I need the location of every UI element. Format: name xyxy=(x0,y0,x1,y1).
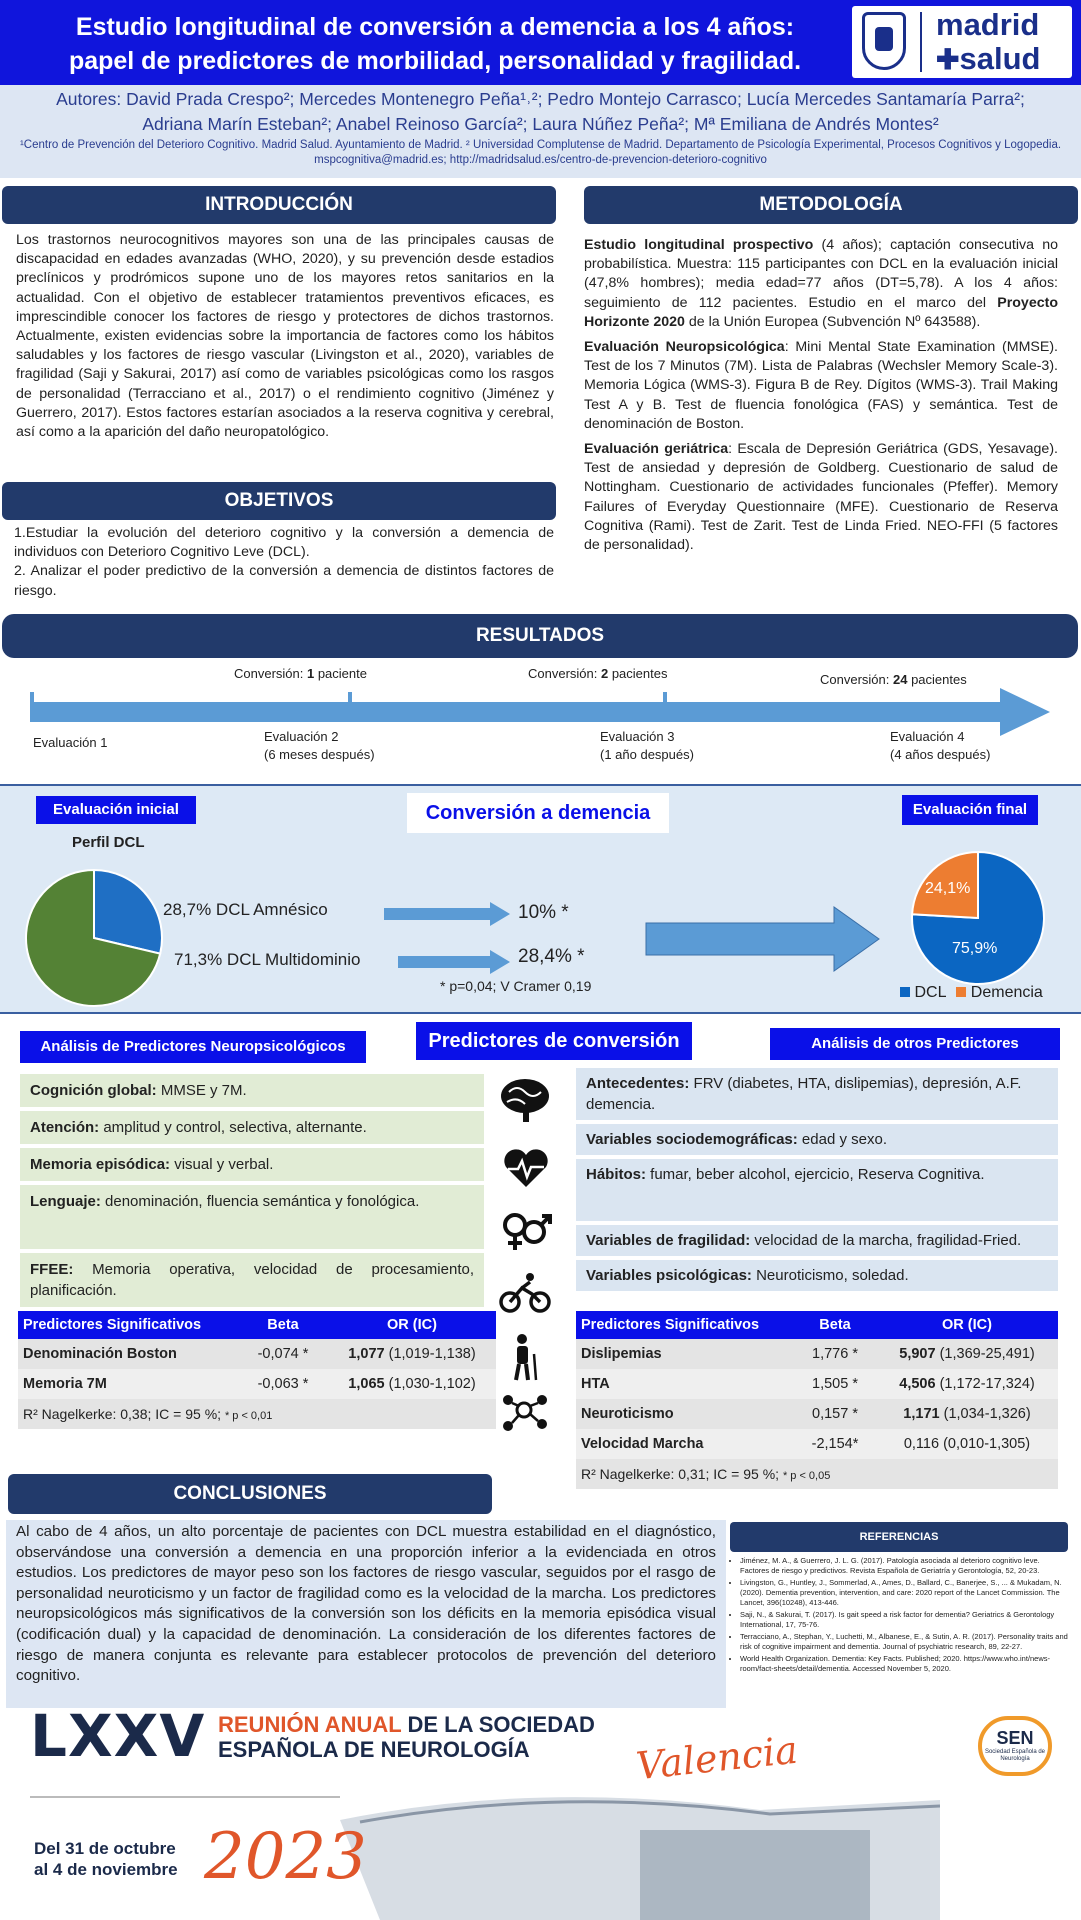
ev2-a: Evaluación 2 xyxy=(264,729,339,744)
ev4-a: Evaluación 4 xyxy=(890,729,965,744)
other-row-2-t: fumar, beber alcohol, ejercicio, Reserva Cognitiva. xyxy=(646,1166,985,1183)
pie-final-evaluation xyxy=(910,850,1046,986)
reference-item: • World Health Organization. Dementia: Key Facts. Published; 2020. https://www.who.int/news-room/fact-sheets/detail/dementia. Accessed November 5, 2020. xyxy=(740,1654,1068,1674)
table-cell: HTA xyxy=(576,1369,794,1399)
footer-b: * p < 0,05 xyxy=(782,1470,831,1482)
objective-1: 1.Estudiar la evolución del deterioro cognitivo y la conversión a demencia de individuos con Deterioro Cognitivo Leve (DCL). xyxy=(14,525,554,561)
method-p1-b: de la Unión Europea (Subvención Nº 643588). xyxy=(684,313,981,330)
or-ci: (1,019-1,138) xyxy=(384,1346,476,1362)
other-predictors-list xyxy=(576,1068,1058,1291)
final-evaluation-label: Evaluación final xyxy=(902,795,1038,825)
or-ci: (1,172-17,324) xyxy=(935,1376,1035,1392)
other-row-1-b: Variables sociodemográficas: xyxy=(586,1131,798,1148)
or-value: 1,077 xyxy=(348,1346,385,1362)
or-value: 5,907 xyxy=(899,1346,936,1362)
table-cell xyxy=(876,1339,1058,1369)
table-row xyxy=(576,1339,1058,1369)
table-cell: 1,505 * xyxy=(794,1369,876,1399)
dementia-pct-label: 24,1% xyxy=(925,880,971,897)
conv-unit-1: paciente xyxy=(314,666,367,681)
method-p1-a: (4 años); captación consecutiva no probabilística. Muestra: 115 participantes con DCL en la evaluación inicial (47,8% hombres); media edad=77 años (DT=5,78). A los 4 años: seguimiento de 112 pacientes. Estudio en el marco del xyxy=(584,237,1058,311)
big-arrow xyxy=(644,905,884,975)
reference-item: • Terracciano, A., Stephan, Y., Luchetti, M., Albanese, E., & Sutin, A. R. (2017). Personality traits and risk of cognitive impairment and dementia. Journal of psychiatric research, 89, 22-27. xyxy=(740,1632,1068,1652)
other-row-4-t: Neuroticismo, soledad. xyxy=(751,1267,909,1284)
conclusions-heading: CONCLUSIONES xyxy=(8,1474,492,1514)
other-predictors-table xyxy=(576,1311,1058,1489)
conv-label-3: Conversión: xyxy=(820,672,893,687)
neuro-row-2-b: Memoria episódica: xyxy=(30,1156,171,1173)
neuro-row-4-b: FFEE: xyxy=(30,1261,74,1278)
legend-dcl: DCL xyxy=(914,984,946,1001)
evaluation-2 xyxy=(264,728,375,764)
or-ci: 0,116 (0,010-1,305) xyxy=(903,1436,1031,1452)
other-row xyxy=(576,1124,1058,1155)
title-line-1: Estudio longitudinal de conversión a demencia a los 4 años: xyxy=(75,13,795,41)
neuro-row-1-b: Atención: xyxy=(30,1119,100,1136)
initial-evaluation-label: Evaluación inicial xyxy=(36,796,196,824)
conversion-title: Conversión a demencia xyxy=(407,793,669,833)
madrid-shield-icon xyxy=(862,12,906,70)
amnesic-conversion: 10% * xyxy=(518,902,569,923)
evaluation-4 xyxy=(890,728,990,764)
references-list xyxy=(728,1556,1068,1676)
intro-text: Los trastornos neurocognitivos mayores son una de las principales causas de discapacidad en edades avanzadas (WHO, 2020), y su prevención desde estadios preclínicos y prodrómicos supone uno de los mayores retos sanitarios en la actualidad. Con el objetivo de establecer tratamientos preventivos eficaces, es imprescindible conocer los factores de riesgo y protectores de dichos trastornos. Actualmente, existen evidencias sobre la importancia de factores como los hábitos saludables y los factores de riesgo vascular (Livingston et al., 2020), variables de fragilidad (Saji y Sakurai, 2017) así como de variables psicológicas como los rasgos de personalidad (Terracciano et al., 2017) o el rendimiento cognitivo (Jiménez y Guerrero, 2017). Estos factores estarían asociados a la reserva cognitiva y cerebral, así como a la aparición del daño neuropatológico. xyxy=(16,232,554,441)
building-facade xyxy=(640,1830,870,1920)
table-header: Predictores Significativos xyxy=(18,1311,238,1339)
multidomain-conversion: 28,4% * xyxy=(518,946,585,967)
title-line-2: papel de predictores de morbilidad, personalidad y fragilidad. xyxy=(68,47,802,75)
other-row xyxy=(576,1225,1058,1256)
authors-line-2: Adriana Marín Esteban²; Anabel Reinoso García²; Laura Núñez Peña²; Mª Emiliana de Andrés Montes² xyxy=(142,114,939,134)
table-header: OR (IC) xyxy=(328,1311,496,1339)
congress-title-b: DE LA SOCIEDAD xyxy=(401,1712,595,1737)
conversion-2 xyxy=(528,666,667,681)
table-header: OR (IC) xyxy=(876,1311,1058,1339)
ev2-b: (6 meses después) xyxy=(264,747,375,762)
table-row xyxy=(576,1399,1058,1429)
timeline-tick-1 xyxy=(30,692,34,722)
method-p2 xyxy=(584,338,1058,434)
method-text xyxy=(584,236,1058,555)
objectives-text xyxy=(14,524,554,601)
congress-city: Valencia xyxy=(634,1727,800,1789)
table-row xyxy=(18,1339,496,1369)
neuro-predictors-table xyxy=(18,1311,496,1429)
method-p3-text: : Escala de Depresión Geriátrica (GDS, Yesavage). Test de ansiedad y depresión de Goldberg. Cuestionario de salud de Nottingham. Cuestionario de actividades funcionales (Pfeffer). Memory Failures of Everyday Questionnaire (MFE). Cuestionario de Reserva Cognitiva (Rami). Test de Zarit. Test de Linda Fried. NEO-FFI (5 factores de personalidad). xyxy=(584,441,1058,554)
final-legend xyxy=(900,984,1043,1002)
logo-text-salud: ✚salud xyxy=(936,41,1041,76)
big-arrow-shape xyxy=(646,907,879,971)
dates-line-1: Del 31 de octubre xyxy=(34,1839,176,1858)
table-footer xyxy=(18,1399,496,1429)
conv-label-1: Conversión: xyxy=(234,666,307,681)
table-cell xyxy=(876,1369,1058,1399)
footer-b: * p < 0,01 xyxy=(224,1410,273,1422)
footer-a: R² Nagelkerke: 0,31; IC = 95 %; xyxy=(581,1466,783,1482)
table-header: Predictores Significativos xyxy=(576,1311,794,1339)
neuro-row-3-b: Lenguaje: xyxy=(30,1193,101,1210)
congress-title-c: ESPAÑOLA DE NEUROLOGÍA xyxy=(218,1737,530,1762)
congress-title-a: REUNIÓN ANUAL xyxy=(218,1712,402,1737)
method-p3-bold: Evaluación geriátrica xyxy=(584,441,729,458)
timeline-tick-2 xyxy=(348,692,352,722)
timeline-tick-3 xyxy=(663,692,667,722)
neuro-row-0-b: Cognición global: xyxy=(30,1082,157,1099)
neuro-row xyxy=(20,1253,484,1307)
footer-divider xyxy=(30,1796,340,1798)
or-ci: (1,030-1,102) xyxy=(384,1376,476,1392)
table-cell xyxy=(876,1399,1058,1429)
table-cell: -2,154* xyxy=(794,1429,876,1459)
neuro-row-1-t: amplitud y control, selectiva, alternante. xyxy=(99,1119,367,1136)
other-row-3-b: Variables de fragilidad: xyxy=(586,1232,751,1249)
conv-num-1: 1 xyxy=(306,666,315,681)
table-cell: Velocidad Marcha xyxy=(576,1429,794,1459)
reference-item: • Jiménez, M. A., & Guerrero, J. L. G. (2017). Patología asociada al deterioro cognitivo leve. Factores de riesgo y predictivos. Revista Española de Geriatría y Gerontología, 52, 20-23. xyxy=(740,1556,1068,1576)
pie-dcl-profile xyxy=(24,868,164,1008)
other-predictors-heading: Análisis de otros Predictores xyxy=(770,1028,1060,1060)
ev4-b: (4 años después) xyxy=(890,747,991,762)
table-cell: -0,074 * xyxy=(238,1339,328,1369)
madrid-salud-logo xyxy=(852,6,1072,78)
table-cell: Memoria 7M xyxy=(18,1369,238,1399)
reference-item: • Saji, N., & Sakurai, T. (2017). Is gait speed a risk factor for dementia? Geriatrics & Gerontology International, 17, 75-76. xyxy=(740,1610,1068,1630)
objective-2: 2. Analizar el poder predictivo de la conversión a demencia de distintos factores de riesgo. xyxy=(14,563,554,599)
neuro-row-0-t: MMSE y 7M. xyxy=(156,1082,247,1099)
conversion-1 xyxy=(234,666,367,681)
logo-text-madrid: madrid xyxy=(936,7,1040,42)
sen-logo-text: SEN xyxy=(996,1728,1034,1748)
authors-line-1: Autores: David Prada Crespo²; Mercedes Montenegro Peña¹˒²; Pedro Montejo Carrasco; Lucía Mercedes Santamaría Parra²; xyxy=(56,89,1025,109)
cyclist-icon xyxy=(501,1273,549,1311)
neuro-row-3-t: denominación, fluencia semántica y fonológica. xyxy=(100,1193,420,1210)
method-p2-bold: Evaluación Neuropsicológica xyxy=(584,339,785,356)
other-row-4-b: Variables psicológicas: xyxy=(586,1267,752,1284)
neuro-predictors-heading: Análisis de Predictores Neuropsicológicos xyxy=(20,1031,366,1063)
table-cell: Dislipemias xyxy=(576,1339,794,1369)
profile-label: Perfil DCL xyxy=(72,834,145,851)
objectives-heading: OBJETIVOS xyxy=(2,482,556,520)
results-heading: RESULTADOS xyxy=(2,614,1078,658)
brain-icon xyxy=(501,1079,549,1122)
table-row xyxy=(576,1369,1058,1399)
other-row-3-t: velocidad de la marcha, fragilidad-Fried. xyxy=(750,1232,1022,1249)
other-row-0-b: Antecedentes: xyxy=(586,1075,690,1092)
sen-logo xyxy=(978,1716,1052,1776)
table-footer xyxy=(576,1459,1058,1489)
neuro-row-4-t: Memoria operativa, velocidad de procesamiento, planificación. xyxy=(30,1261,474,1299)
conv-num-2: 2 xyxy=(600,666,609,681)
other-row xyxy=(576,1260,1058,1291)
other-row xyxy=(576,1159,1058,1221)
table-cell: Neuroticismo xyxy=(576,1399,794,1429)
table-row xyxy=(576,1429,1058,1459)
or-ci: (1,369-25,491) xyxy=(935,1346,1035,1362)
congress-dates xyxy=(34,1838,178,1880)
other-row xyxy=(576,1068,1058,1120)
conclusions-text: Al cabo de 4 años, un alto porcentaje de pacientes con DCL muestra estabilidad en el diagnóstico, observándose una conversión a demencia en una proporción inferior a la evidenciada en otros estudios. Los predictores de mayor peso son los factores de riesgo vascular, seguidos por el rasgo de personalidad neuroticismo y un factor de fragilidad como es la velocidad de la marcha. Los predictores neuropsicológicos más significativos de la conversión son los déficits en la memoria episódica visual (codificación dual) y la capacidad de denominación. La consideración de los diferentes factores de riesgo de manera conjunta es relevante para establecer protocolos de prevención del deterioro cognitivo. xyxy=(6,1520,726,1708)
conv-unit-2: pacientes xyxy=(608,666,668,681)
or-ci: (1,034-1,326) xyxy=(939,1406,1031,1422)
table-header-row xyxy=(576,1311,1058,1339)
stat-note: * p=0,04; V Cramer 0,19 xyxy=(440,978,592,994)
method-p1 xyxy=(584,236,1058,332)
table-cell xyxy=(328,1339,496,1369)
neuro-predictors-list xyxy=(20,1074,484,1307)
or-value: 1,065 xyxy=(348,1376,385,1392)
neuro-row xyxy=(20,1148,484,1181)
ev3-b: (1 año después) xyxy=(600,747,694,762)
congress-year: 2023 xyxy=(204,1820,367,1894)
table-row xyxy=(18,1369,496,1399)
legend-dcl-swatch xyxy=(900,987,910,997)
ev3-a: Evaluación 3 xyxy=(600,729,675,744)
method-p1-bold: Estudio longitudinal prospectivo xyxy=(584,237,814,253)
or-value: 4,506 xyxy=(899,1376,936,1392)
poster-title xyxy=(10,10,860,78)
neuro-row xyxy=(20,1185,484,1249)
table-cell xyxy=(876,1429,1058,1459)
multidomain-label: 71,3% DCL Multidominio xyxy=(174,950,361,969)
table-header-row xyxy=(18,1311,496,1339)
authors-block xyxy=(0,85,1081,178)
legend-dem-swatch xyxy=(956,987,966,997)
conv-unit-3: pacientes xyxy=(907,672,967,687)
reference-item: • Livingston, G., Huntley, J., Sommerlad, A., Ames, D., Ballard, C., Banerjee, S., ... & Mukadam, N. (2020). Dementia prevention, intervention, and care: 2020 report of the Lancet Commission. The Lancet, 396(10248), 413-446. xyxy=(740,1578,1068,1608)
evaluation-3 xyxy=(600,728,694,764)
congress-number: LXXV xyxy=(30,1702,206,1770)
network-icon xyxy=(503,1395,547,1431)
table-header: Beta xyxy=(794,1311,876,1339)
predictors-title: Predictores de conversión xyxy=(416,1022,692,1060)
or-value: 1,171 xyxy=(903,1406,940,1422)
table-header: Beta xyxy=(238,1311,328,1339)
table-cell xyxy=(328,1369,496,1399)
logo-divider xyxy=(920,12,922,72)
table-cell: 1,776 * xyxy=(794,1339,876,1369)
conversion-3 xyxy=(820,672,967,687)
dates-line-2: al 4 de noviembre xyxy=(34,1860,178,1879)
gender-icon xyxy=(505,1215,550,1250)
predictor-icons xyxy=(496,1072,556,1432)
neuro-row-2-t: visual y verbal. xyxy=(170,1156,274,1173)
elderly-person-icon xyxy=(516,1334,536,1380)
conv-label-2: Conversión: xyxy=(528,666,601,681)
footer-a: R² Nagelkerke: 0,38; IC = 95 %; xyxy=(23,1406,225,1422)
table-cell: Denominación Boston xyxy=(18,1339,238,1369)
heart-icon xyxy=(504,1149,547,1187)
references-heading: REFERENCIAS xyxy=(730,1522,1068,1552)
legend-dementia: Demencia xyxy=(970,984,1043,1001)
other-row-2-b: Hábitos: xyxy=(586,1166,646,1183)
neuro-row xyxy=(20,1074,484,1107)
amnesic-label: 28,7% DCL Amnésico xyxy=(163,900,328,919)
arrow-amnesic xyxy=(384,902,510,926)
method-p2-text: : Mini Mental State Examination (MMSE). Test de los 7 Minutos (7M). Lista de Palabras (Wechsler Memory Scale-3). Memoria Lógica (WMS-3). Figura B de Rey. Dígitos (WMS-3). Trail Making Test A y B. Test de fluencia fonológica (FAS) y semántica. Test de denominación de Boston. xyxy=(584,339,1058,432)
other-row-0-t: FRV (diabetes, HTA, dislipemias), depresión, A.F. demencia. xyxy=(586,1075,1022,1113)
intro-heading: INTRODUCCIÓN xyxy=(2,186,556,224)
table-footer-row xyxy=(576,1459,1058,1489)
small-arrows xyxy=(380,900,520,980)
sen-logo-sub: Sociedad Española de Neurología xyxy=(984,1749,1046,1762)
evaluation-1: Evaluación 1 xyxy=(33,735,108,750)
neuro-row xyxy=(20,1111,484,1144)
congress-title xyxy=(218,1712,595,1762)
other-row-1-t: edad y sexo. xyxy=(797,1131,887,1148)
table-cell: -0,063 * xyxy=(238,1369,328,1399)
method-p1-bold2: Proyecto Horizonte 2020 xyxy=(584,294,1058,330)
conv-num-3: 24 xyxy=(892,672,908,687)
table-cell: 0,157 * xyxy=(794,1399,876,1429)
affiliations: ¹Centro de Prevención del Deterioro Cognitivo. Madrid Salud. Ayuntamiento de Madrid. ² Universidad Complutense de Madrid. Departamento de Psicología Experimental, Procesos Cognitivos y Logopedia. mspcognitiva@madrid.es; http://madridsalud.es/centro-de-prevencion-deterioro-cognitivo xyxy=(19,139,1062,166)
table-footer-row xyxy=(18,1399,496,1429)
dcl-pct-label: 75,9% xyxy=(952,940,998,957)
logo-salud-word: salud xyxy=(959,41,1041,76)
arrow-multidomain xyxy=(398,950,510,974)
method-heading: METODOLOGÍA xyxy=(584,186,1078,224)
method-p3 xyxy=(584,440,1058,555)
